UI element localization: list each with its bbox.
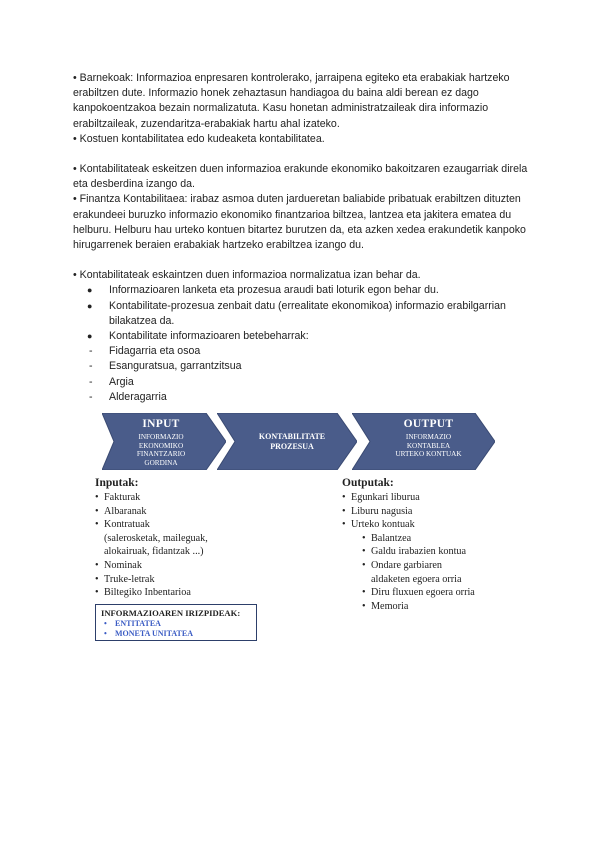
inputs-list bbox=[95, 491, 260, 600]
output-arrow bbox=[352, 413, 495, 470]
output-subtitle: INFORMAZIO KONTABLEA URTEKO KONTUAK bbox=[395, 433, 462, 459]
list-item: • Liburu nagusia bbox=[342, 505, 522, 519]
text-body bbox=[73, 71, 528, 405]
list-item: • Fakturak bbox=[95, 491, 260, 505]
list-item: - Esanguratsua, garrantzitsua bbox=[73, 359, 528, 374]
list-item: ● Informazioaren lanketa eta prozesua araudi bati loturik egon behar du. bbox=[73, 283, 528, 298]
paragraph-normalizatua: • Kontabilitateak eskaintzen duen informazioa normalizatua izan behar da. bbox=[73, 269, 421, 282]
process-title: KONTABILITATE PROZESUA bbox=[258, 432, 326, 451]
paragraph-kontabilitateak: • Kontabilitateak eskeitzen duen informazioa erakunde ekonomiko bakoitzaren ezaugarriak direla eta desberdina izango da. bbox=[73, 163, 528, 191]
list-item: • Diru fluxuen egoera orria bbox=[362, 586, 522, 600]
criteria-list bbox=[101, 619, 251, 638]
list-item: • Biltegiko Inbentarioa bbox=[95, 586, 260, 600]
list-item: • MONETA UNITATEA bbox=[101, 629, 251, 639]
list-item: • Balantzea bbox=[362, 532, 522, 546]
list-item: • Truke-letrak bbox=[95, 573, 260, 587]
criteria-box bbox=[95, 604, 257, 641]
list-item: ● Kontabilitate-prozesua zenbait datu (errealitate ekonomikoa) informazio erabilgarrian bilakatzea da. bbox=[73, 299, 528, 329]
list-item: - Fidagarria eta osoa bbox=[73, 344, 528, 359]
list-item: • Urteko kontuak bbox=[342, 518, 522, 532]
input-subtitle: INFORMAZIO EKONOMIKO FINANTZARIO GORDINA bbox=[136, 433, 186, 467]
input-title: INPUT bbox=[142, 418, 180, 430]
inputs-heading: Inputak: bbox=[95, 477, 139, 489]
list-item: • Ondare garbiaren aldaketen egoera orria bbox=[362, 559, 522, 586]
list-item: • Nominak bbox=[95, 559, 260, 573]
accounting-process-diagram bbox=[95, 413, 525, 645]
qualities-list bbox=[73, 344, 528, 405]
criteria-title: INFORMAZIOAREN IRIZPIDEAK: bbox=[101, 608, 241, 618]
requirements-list bbox=[73, 283, 528, 344]
list-item: • Kontratuak (salerosketak, maileguak, alokairuak, fidantzak ...) bbox=[95, 518, 260, 559]
outputs-list bbox=[342, 491, 522, 613]
list-item: - Alderagarria bbox=[73, 390, 528, 405]
paragraph-barnekoak: • Barnekoak: Informazioa enpresaren kontrolerako, jarraipena egiteko eta erabakiak hartzeko erabiltzen dute. Informazio honek zehaztasun handiagoa du baina aldi berean ez dago kanpokoentzakoa bezain normalizatuta. Kasu honetan administratzaileak dira informazio erabiltzaileak, zuzendaritza-erabakiak hartu ahal izateko. bbox=[73, 72, 510, 130]
list-item: • Albaranak bbox=[95, 505, 260, 519]
process-arrow bbox=[217, 413, 357, 470]
paragraph-finantza: • Finantza Kontabilitaea: irabaz asmoa duten jardueretan baliabide pribatuak erabiltzen dituzten erakundeei buruzko informazio ekonomiko finantzarioa biltzea, lantzea eta jakitera ematea du helburu. Helburu hau urteko kontuen bitartez burutzen da, eta azken xedea erakundetik kanpoko hirugarrenek beraien erabakiak hartzeko erabiltzea izango du. bbox=[73, 193, 526, 252]
input-arrow bbox=[102, 413, 226, 470]
list-item: ● Kontabilitate informazioaren betebeharrak: bbox=[73, 329, 528, 344]
list-item: • Memoria bbox=[362, 600, 522, 614]
list-item: • Galdu irabazien kontua bbox=[362, 545, 522, 559]
list-item: - Argia bbox=[73, 375, 528, 390]
outputs-heading: Outputak: bbox=[342, 477, 394, 489]
list-item: • ENTITATEA bbox=[101, 619, 251, 629]
paragraph-kostuen: • Kostuen kontabilitatea edo kudeaketa kontabilitatea. bbox=[73, 132, 325, 145]
output-title: OUTPUT bbox=[403, 418, 454, 430]
list-item: • Egunkari liburua bbox=[342, 491, 522, 505]
